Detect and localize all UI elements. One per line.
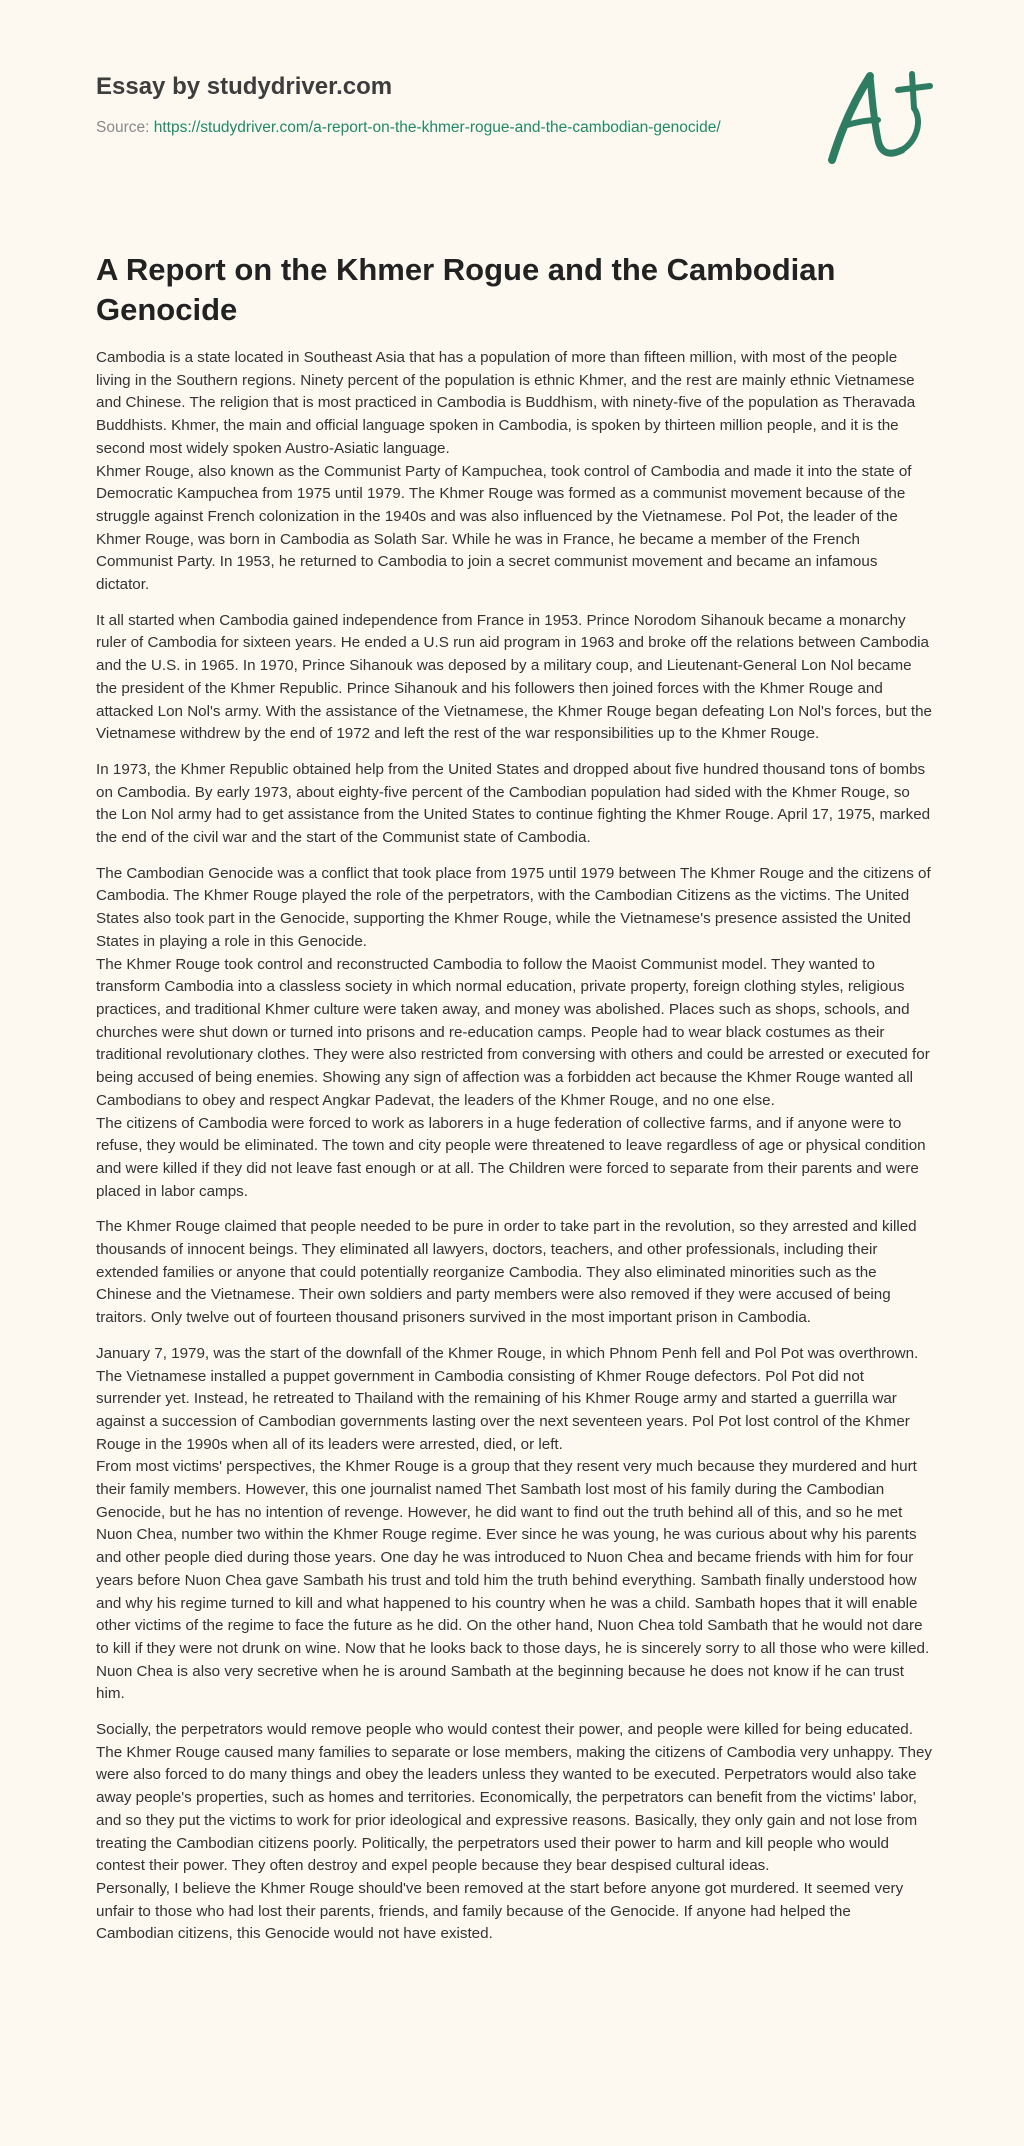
paragraph: The Khmer Rouge claimed that people needed to be pure in order to take part in the revolution, so they arrested and killed thousands of innocent beings. They eliminated all lawyers, doctors, teachers, and other professionals, including their extended families or anyone that could potentially reorganize Cambodia. They also eliminated minorities such as the Chinese and the Vietnamese. Their own soldiers and party members were also removed if they were accused of being traitors. Only twelve out of fourteen thousand prisoners survived in the most important prison in Cambodia.: [96, 1218, 917, 1327]
paragraph: The citizens of Cambodia were forced to work as laborers in a huge federation of collective farms, and if anyone were to refuse, they would be eliminated. The town and city people were threatened to leave regardless of age or physical condition and were killed if they did not leave fast enough or at all. The Children were forced to separate from their parents and were placed in labor camps.: [96, 1114, 926, 1200]
paragraph: The Cambodian Genocide was a conflict that took place from 1975 until 1979 between The Khmer Rouge and the citizens of Cambodia. The Khmer Rouge played the role of the perpetrators, with the Cambodian Citizens as the victims. The United States also took part in the Genocide, supporting the Khmer Rouge, while the Vietnamese's presence assisted the United States in playing a role in this Genocide.: [96, 864, 931, 950]
article-title: A Report on the Khmer Rogue and the Cambodian Genocide: [96, 252, 836, 327]
paragraph: The Khmer Rouge took control and reconstructed Cambodia to follow the Maoist Communist model. They wanted to transform Cambodia into a classless society in which normal education, private property, foreign clothing styles, religious practices, and traditional Khmer culture were taken away, and money was abolished. Places such as shops, schools, and churches were shut down or turned into prisons and re-education camps. People had to wear black costumes as their traditional revolutionary clothes. They were also restricted from conversing with others and could be arrested or executed for being accused of being enemies. Showing any sign of affection was a forbidden act because the Khmer Rouge wanted all Cambodians to obey and respect Angkar Padevat, the leaders of the Khmer Rouge, and no one else.: [96, 955, 930, 1109]
paragraph: Cambodia is a state located in Southeast Asia that has a population of more than fifteen million, with most of the people living in the Southern regions. Ninety percent of the population is ethnic Khmer, and the rest are mainly ethnic Vietnamese and Chinese. The religion that is most practiced in Cambodia is Buddhism, with ninety-five of the population as Theravada Buddhists. Khmer, the main and official language spoken in Cambodia, is spoken by thirteen million people, and it is the second most widely spoken Austro-Asiatic language.: [96, 349, 916, 457]
paragraph: Socially, the perpetrators would remove people who would contest their power, and people were killed for being educated. The Khmer Rouge caused many families to separate or lose members, making the citizens of Cambodia very unhappy. They were also forced to do many things and obey the leaders unless they wanted to be executed. Perpetrators would also take away people's properties, such as homes and territories. Economically, the perpetrators can benefit from the victims' labor, and so they put the victims to work for prior ideological and expressive reasons. Basically, they only gain and not lose from treating the Cambodian citizens poorly. Politically, the perpetrators used their power to harm and kill people who would contest their power. They often destroy and expel people because they bear despised cultural ideas.: [96, 1721, 933, 1875]
article: [96, 250, 932, 1946]
source-line: [96, 118, 856, 138]
source-link[interactable]: https://studydriver.com/a-report-on-the-khmer-rogue-and-the-cambodian-genocide/: [153, 119, 721, 136]
paragraph: It all started when Cambodia gained independence from France in 1953. Prince Norodom Sihanouk became a monarchy ruler of Cambodia for sixteen years. He ended a U.S run aid program in 1963 and broke off the relations between Cambodia and the U.S. in 1965. In 1970, Prince Sihanouk was deposed by a military coup, and Lieutenant-General Lon Nol became the president of the Khmer Republic. Prince Sihanouk and his followers then joined forces with the Khmer Rouge and attacked Lon Nol's army. With the assistance of the Vietnamese, the Khmer Rouge began defeating Lon Nol's forces, but the Vietnamese withdrew by the end of 1972 and left the rest of the war responsibilities up to the Khmer Rouge.: [96, 611, 932, 743]
paragraph: Personally, I believe the Khmer Rouge should've been removed at the start before anyone got murdered. It seemed very unfair to those who had lost their parents, friends, and family because of the Genocide. If anyone had helped the Cambodian citizens, this Genocide would not have existed.: [96, 1880, 904, 1943]
paragraph: Khmer Rouge, also known as the Communist Party of Kampuchea, took control of Cambodia and made it into the state of Democratic Kampuchea from 1975 until 1979. The Khmer Rouge was formed as a communist movement because of the struggle against French colonization in the 1940s and was also influenced by the Vietnamese. Pol Pot, the leader of the Khmer Rouge, was born in Cambodia as Solath Sar. While he was in France, he became a member of the French Communist Party. In 1953, he returned to Cambodia to join a secret communist movement and became an infamous dictator.: [96, 462, 912, 594]
paragraph: January 7, 1979, was the start of the downfall of the Khmer Rouge, in which Phnom Penh fell and Pol Pot was overthrown. The Vietnamese installed a puppet government in Cambodia consisting of Khmer Rouge defectors. Pol Pot did not surrender yet. Instead, he retreated to Thailand with the remaining of his Khmer Rouge army and started a guerrilla war against a succession of Cambodian governments lasting over the next seventeen years. Pol Pot lost control of the Khmer Rouge in the 1990s when all of its leaders were arrested, died, or left.: [96, 1344, 919, 1453]
paragraph: In 1973, the Khmer Republic obtained help from the United States and dropped about five hundred thousand tons of bombs on Cambodia. By early 1973, about eighty-five percent of the Cambodian population had sided with the Khmer Rouge, so the Lon Nol army had to get assistance from the United States to continue fighting the Khmer Rouge. April 17, 1975, marked the end of the civil war and the start of the Communist state of Cambodia.: [96, 760, 931, 847]
site-title: Essay by studydriver.com: [96, 73, 393, 100]
a-plus-logo-icon: [818, 64, 948, 174]
page-header: [96, 70, 856, 138]
source-label: Source:: [96, 119, 150, 136]
paragraph: From most victims' perspectives, the Khmer Rouge is a group that they resent very much because they murdered and hurt their family members. However, this one journalist named Thet Sambath lost most of his family during the Cambodian Genocide, but he has no intention of revenge. However, he did want to find out the truth behind all of this, and so he met Nuon Chea, number two within the Khmer Rouge regime. Ever since he was young, he was curious about why his parents and other people died during those years. One day he was introduced to Nuon Chea and became friends with him for four years before Nuon Chea gave Sambath his trust and told him the truth behind everything. Sambath finally understood how and why his regime turned to kill and what happened to his country when he was a child. Sambath hopes that it will enable other victims of the regime to face the future as he did. On the other hand, Nuon Chea told Sambath that he would not dare to kill if they were not drunk on wine. Now that he looks back to those days, he is sincerely sorry to all those who were killed. Nuon Chea is also very secretive when he is around Sambath at the beginning because he does not know if he can trust him.: [96, 1458, 930, 1703]
